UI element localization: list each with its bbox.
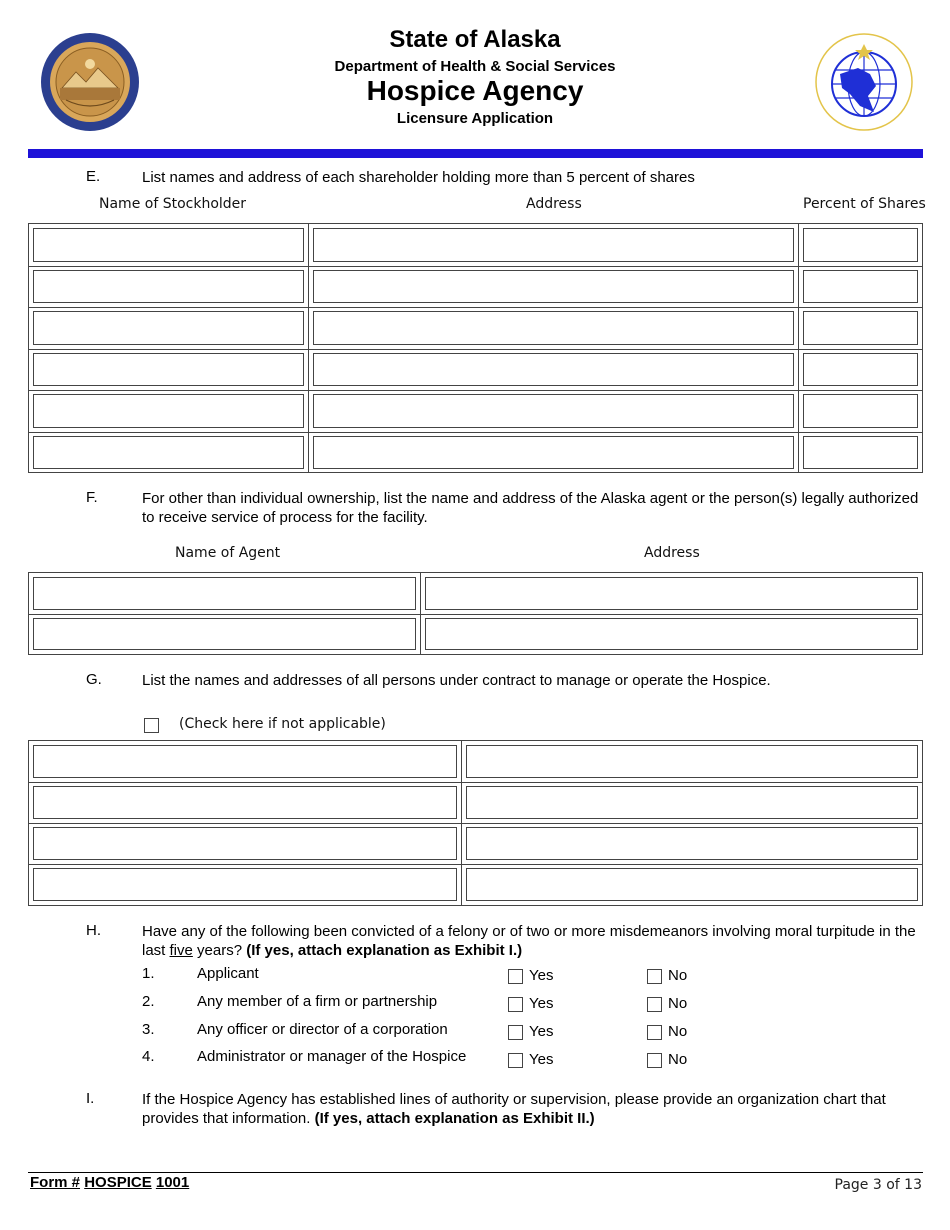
section-i-letter: I. (86, 1090, 95, 1107)
agent-table (28, 572, 923, 655)
stockholder-percent-field[interactable] (799, 349, 922, 391)
agent-address-field[interactable] (421, 614, 922, 654)
stockholder-percent-field[interactable] (799, 224, 922, 266)
contractor-address-field[interactable] (462, 864, 922, 905)
section-h-text: Have any of the following been convicted of a felony or of two or more misdemeanors involving moral turpitude in the last five years? (If yes, attach explanation as Exhibit I.) (142, 923, 916, 959)
header-department: Department of Health & Social Services (334, 58, 616, 75)
section-f-text: For other than individual ownership, list the name and address of the Alaska agent or the person(s) legally authorized to receive service of process for the facility. (142, 490, 919, 526)
stockholder-name-field[interactable] (29, 307, 309, 349)
header-divider (28, 149, 923, 158)
contractor-address-field[interactable] (462, 741, 922, 782)
stockholder-percent-field[interactable] (799, 390, 922, 432)
question-number: 2. (142, 993, 155, 1010)
yes-label: Yes (529, 1051, 554, 1068)
stockholder-address-field[interactable] (309, 432, 799, 474)
footer-divider (28, 1172, 923, 1173)
no-checkbox[interactable] (647, 969, 662, 984)
question-number: 3. (142, 1021, 155, 1038)
col-header-address: Address (526, 196, 582, 212)
section-g-letter: G. (86, 671, 102, 688)
question-number: 1. (142, 965, 155, 982)
no-label: No (668, 995, 688, 1012)
col-header-agent-address: Address (644, 545, 700, 561)
page-number: Page 3 of 13 (834, 1177, 922, 1193)
agent-name-field[interactable] (29, 573, 421, 614)
stockholder-name-field[interactable] (29, 266, 309, 308)
stockholder-address-field[interactable] (309, 307, 799, 349)
section-i-text: If the Hospice Agency has established lines of authority or supervision, please provide an organization chart that provides that information. (If yes, attach explanation as Exhibit II.) (142, 1091, 886, 1127)
stockholder-name-field[interactable] (29, 349, 309, 391)
agent-address-field[interactable] (421, 573, 922, 614)
stockholder-name-field[interactable] (29, 432, 309, 474)
col-header-agent-name: Name of Agent (175, 545, 281, 561)
question-text: Any member of a firm or partnership (197, 993, 438, 1010)
stockholder-name-field[interactable] (29, 390, 309, 432)
stockholder-percent-field[interactable] (799, 307, 922, 349)
agent-name-field[interactable] (29, 614, 421, 654)
yes-checkbox[interactable] (508, 997, 523, 1012)
section-e-letter: E. (86, 168, 101, 185)
contractor-name-field[interactable] (29, 864, 462, 905)
col-header-percent: Percent of Shares (803, 196, 926, 212)
contractor-name-field[interactable] (29, 741, 462, 782)
stockholder-percent-field[interactable] (799, 266, 922, 308)
header-state: State of Alaska (389, 26, 561, 53)
no-label: No (668, 1051, 688, 1068)
no-checkbox[interactable] (647, 1025, 662, 1040)
yes-checkbox[interactable] (508, 1053, 523, 1068)
not-applicable-label: (Check here if not applicable) (179, 716, 386, 732)
form-number: Form # HOSPICE 1001 (30, 1174, 190, 1191)
not-applicable-checkbox[interactable] (144, 718, 159, 733)
section-h-letter: H. (86, 922, 101, 939)
no-label: No (668, 1023, 688, 1040)
question-text: Applicant (197, 965, 259, 982)
contractor-address-field[interactable] (462, 823, 922, 864)
stockholder-address-field[interactable] (309, 224, 799, 266)
yes-label: Yes (529, 1023, 554, 1040)
page-title: Hospice Agency (366, 75, 584, 106)
stockholder-address-field[interactable] (309, 349, 799, 391)
section-f-letter: F. (86, 489, 98, 506)
question-number: 4. (142, 1048, 155, 1065)
yes-label: Yes (529, 967, 554, 984)
stockholder-name-field[interactable] (29, 224, 309, 266)
stockholder-address-field[interactable] (309, 390, 799, 432)
contractor-name-field[interactable] (29, 823, 462, 864)
no-checkbox[interactable] (647, 997, 662, 1012)
yes-label: Yes (529, 995, 554, 1012)
contractor-name-field[interactable] (29, 782, 462, 823)
contractor-address-field[interactable] (462, 782, 922, 823)
stockholder-address-field[interactable] (309, 266, 799, 308)
yes-checkbox[interactable] (508, 969, 523, 984)
yes-checkbox[interactable] (508, 1025, 523, 1040)
question-text: Any officer or director of a corporation (197, 1021, 448, 1038)
section-g-text: List the names and addresses of all persons under contract to manage or operate the Hospice. (142, 672, 771, 689)
section-e-text: List names and address of each shareholder holding more than 5 percent of shares (142, 169, 695, 186)
stockholder-percent-field[interactable] (799, 432, 922, 474)
no-checkbox[interactable] (647, 1053, 662, 1068)
col-header-stockholder: Name of Stockholder (99, 196, 247, 212)
shareholder-table (28, 223, 923, 473)
management-contract-table (28, 740, 923, 906)
no-label: No (668, 967, 688, 984)
question-text: Administrator or manager of the Hospice (197, 1048, 467, 1065)
page-subtitle: Licensure Application (396, 110, 554, 127)
